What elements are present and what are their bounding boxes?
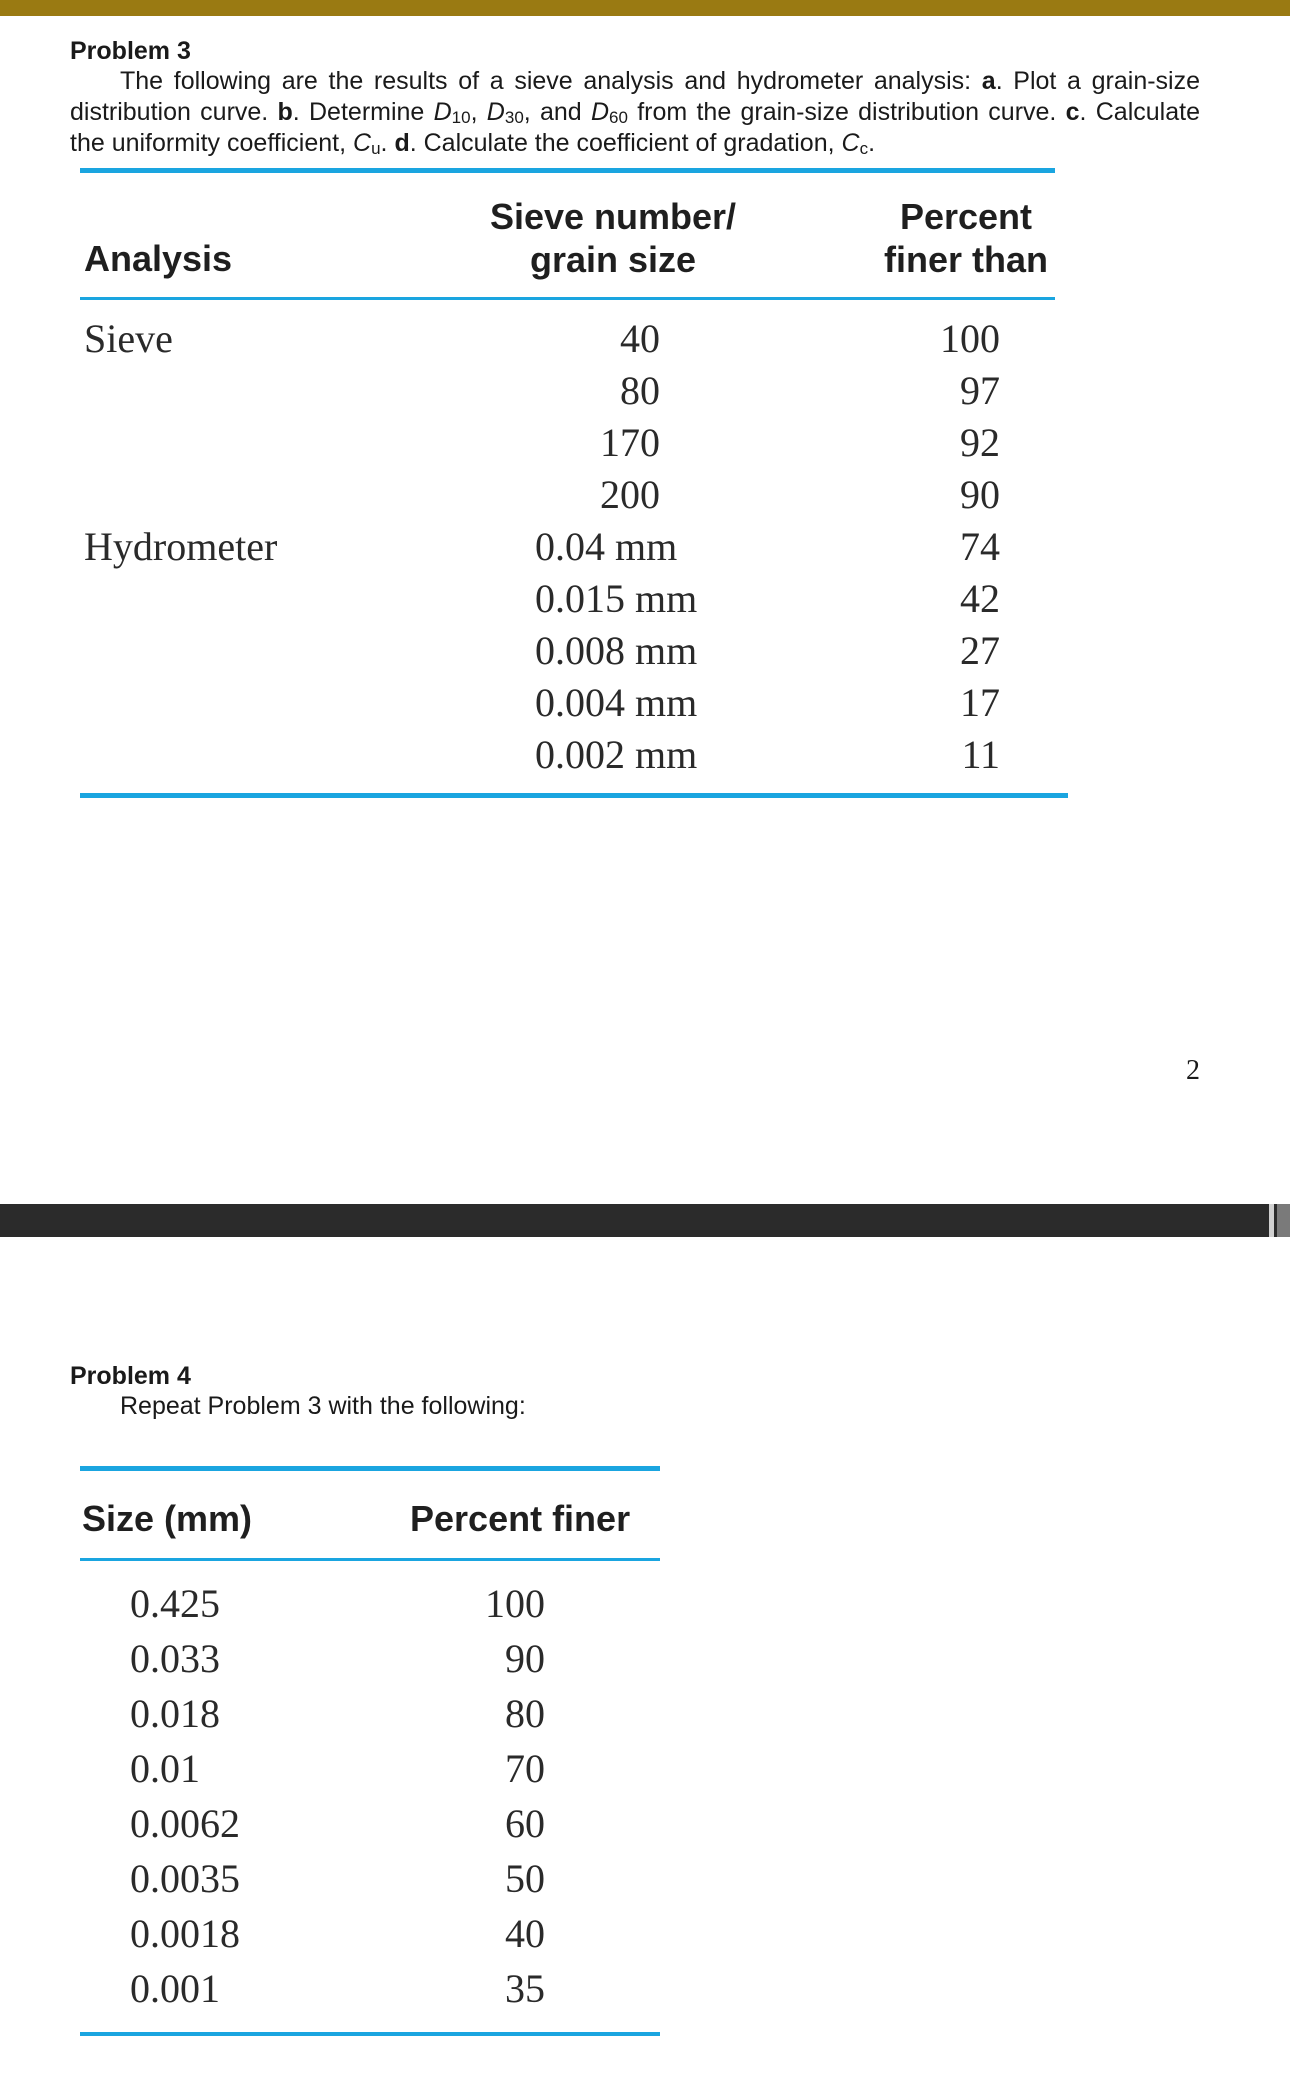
table-cell: 74 (960, 524, 1000, 569)
page-number: 2 (1186, 1055, 1200, 1086)
scroll-marker (1277, 1204, 1290, 1237)
table-cell: 92 (960, 420, 1000, 465)
table-1-top-rule (80, 168, 1055, 173)
table-cell: 42 (960, 576, 1000, 621)
table-cell: 0.425 (130, 1581, 220, 1626)
table-cell: 170 (600, 420, 660, 465)
sieve-size-column (560, 313, 660, 521)
table-cell: 100 (485, 1581, 545, 1626)
table-cell: 80 (620, 368, 660, 413)
table-cell: 60 (505, 1801, 545, 1846)
scroll-marker (1269, 1204, 1274, 1237)
table-2-bottom-rule (80, 2032, 660, 2036)
label-sieve: Sieve (84, 316, 173, 361)
table-cell: 200 (600, 472, 660, 517)
header-size-mm: Size (mm) (82, 1498, 253, 1539)
percent-finer-column (900, 313, 1000, 781)
table-cell: 80 (505, 1691, 545, 1736)
table-cell: 0.002 mm (535, 732, 698, 777)
table-cell: 70 (505, 1746, 545, 1791)
table-cell: 0.0062 (130, 1801, 240, 1846)
table-cell: 100 (940, 316, 1000, 361)
header-analysis: Analysis (84, 238, 233, 279)
table-cell: 40 (620, 316, 660, 361)
table-cell: 17 (960, 680, 1000, 725)
table-cell: 0.004 mm (535, 680, 698, 725)
problem-4-statement: Repeat Problem 3 with the following: (120, 1392, 526, 1420)
table-cell: 0.04 mm (535, 524, 678, 569)
table-1-header-rule (80, 297, 1055, 300)
problem-3-title: Problem 3 (70, 37, 191, 65)
table-cell: 0.0018 (130, 1911, 240, 1956)
table-cell: 0.001 (130, 1966, 220, 2011)
table-cell: 90 (960, 472, 1000, 517)
problem-4-title: Problem 4 (70, 1362, 191, 1390)
table-cell: 11 (961, 732, 1000, 777)
table-1-bottom-rule (80, 793, 1068, 798)
table-2-top-rule (80, 1466, 660, 1471)
table-cell: 97 (960, 368, 1000, 413)
page-separator-bar (0, 1204, 1290, 1237)
header-sieve-number: Sieve number/ grain size (489, 196, 737, 280)
table-cell: 90 (505, 1636, 545, 1681)
top-color-bar (0, 0, 1290, 16)
table-cell: 40 (505, 1911, 545, 1956)
table-cell: 0.015 mm (535, 576, 698, 621)
table-cell: 0.033 (130, 1636, 220, 1681)
table-cell: 0.008 mm (535, 628, 698, 673)
table-cell: 0.01 (130, 1746, 200, 1791)
label-hydrometer: Hydrometer (84, 524, 278, 569)
header-percent-finer-2: Percent finer (410, 1498, 631, 1539)
size-column (130, 1576, 330, 2016)
table-cell: 50 (505, 1856, 545, 1901)
problem-3-statement: The following are the results of a sieve analysis and hydrometer analysis: a. Plot a grain-size distribution curve. b. Determine $D_{10}$, $D_{30}$, and $D_{60}$ from the grain-size distribution curve. c. Calculate the uniformity coefficient, $C_u$. d. Calculate the coefficient of gradation, $C_c$. (70, 67, 1201, 158)
header-percent-finer: Percent finer than (883, 196, 1048, 280)
table-cell: 0.018 (130, 1691, 220, 1736)
percent-finer-column-2 (445, 1576, 545, 2016)
table-cell: 0.0035 (130, 1856, 240, 1901)
hydrometer-size-column (535, 521, 775, 781)
table-2-header-rule (80, 1558, 660, 1561)
table-cell: 27 (960, 628, 1000, 673)
table-cell: 35 (505, 1966, 545, 2011)
